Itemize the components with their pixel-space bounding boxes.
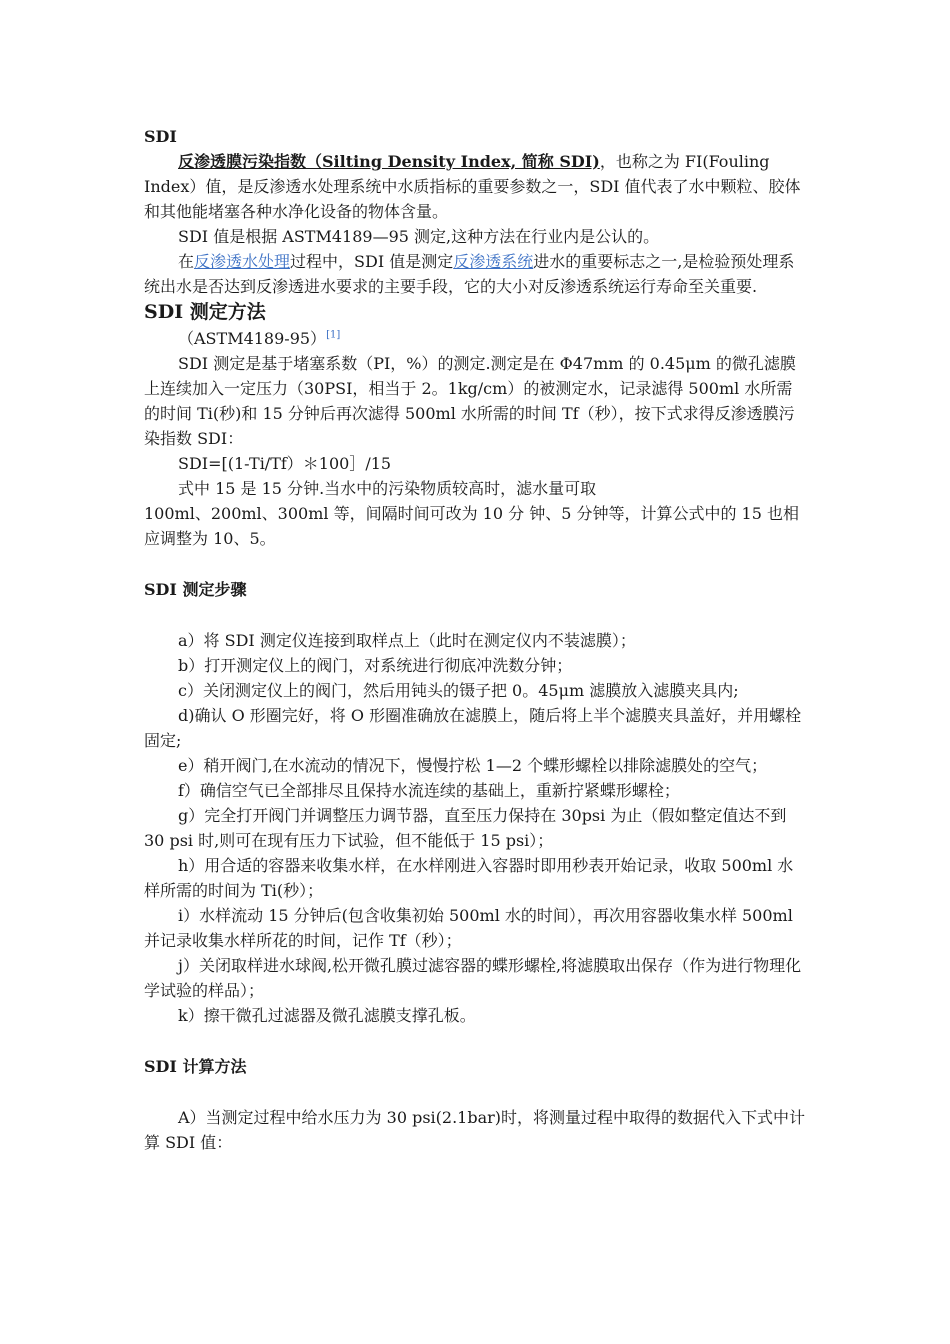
sdi-formula: SDI=[(1-Ti/Tf）＊100］/15 [178,454,392,473]
formula-note-1: 式中 15 是 15 分钟.当水中的污染物质较高时，滤水量可取 [178,479,597,498]
spacer [144,551,806,577]
calc-heading: SDI 计算方法 [144,1057,247,1076]
steps-heading: SDI 测定步骤 [144,580,247,599]
step-item: d)确认 O 形圈完好，将 O 形圈准确放在滤膜上，随后将上半个滤膜夹具盖好，并用螺栓固定; [144,706,802,750]
steps-list [144,628,806,1028]
method-reference [144,326,806,351]
spacer [144,1028,806,1054]
text-span: 进水的重要标志之一,是检验预处理系统出水是否达到反渗透进水要求的主要手段，它的大小对反渗透系统运行寿命至关重要. [144,252,795,296]
step-item: b）打开测定仪上的阀门，对系统进行彻底冲洗数分钟； [178,656,573,675]
citation-link[interactable]: [1] [326,329,341,341]
defined-term: 反渗透膜污染指数（Silting Density Index, 简称 SDI) [178,152,600,171]
intro-text: ，也称之为 FI(Fouling Index）值，是反渗透水处理系统中水质指标的重要参数之一，SDI 值代表了水中颗粒、胶体和其他能堵塞各种水净化设备的物体含量。 [144,152,801,221]
step-item: c）关闭测定仪上的阀门，然后用钝头的镊子把 0。45μm 滤膜放入滤膜夹具内; [178,681,739,700]
formula-note-2: 100ml、200ml、300ml 等，间隔时间可改为 10 分 钟、5 分钟等，计算公式中的 15 也相应调整为 10、5。 [144,504,799,548]
calc-paragraph: A）当测定过程中给水压力为 30 psi(2.1bar)时，将测量过程中取得的数据代入下式中计算 SDI 值： [144,1108,806,1152]
link-ro-water-treatment[interactable]: 反渗透水处理 [194,252,291,271]
text-span: 在 [178,252,195,271]
reference-text: （ASTM4189-95） [178,329,327,348]
method-heading: SDI 测定方法 [144,301,266,323]
step-item: g）完全打开阀门并调整压力调节器，直至压力保持在 30psi 为止（假如整定值达不到 30 psi 时,则可在现有压力下试验，但不能低于 15 psi）； [144,806,787,850]
spacer [144,1079,806,1105]
intro-paragraph [144,149,806,224]
step-item: j）关闭取样进水球阀,松开微孔膜过滤容器的蝶形螺栓,将滤膜取出保存（作为进行物理化学试验的样品）； [144,956,802,1000]
method-paragraph: SDI 测定是基于堵塞系数（PI，%）的测定.测定是在 Φ47mm 的 0.45μm 的微孔滤膜上连续加入一定压力（30PSI，相当于 2。1kg/cm）的被测定水，记录滤得 500ml 水所需的时间 Ti(秒)和 15 分钟后再次滤得 500ml 水所需的时间 Tf（秒），按下式求得反渗透膜污染指数 SDI： [144,354,796,448]
astm-paragraph: SDI 值是根据 ASTM4189—95 测定,这种方法在行业内是公认的。 [178,227,660,246]
step-item: f）确信空气已全部排尽且保持水流连续的基础上，重新拧紧蝶形螺栓； [178,781,680,800]
spacer [144,602,806,628]
text-span: 过程中，SDI 值是测定 [290,252,454,271]
section-heading-sdi: SDI [144,127,177,146]
ro-importance-paragraph [144,249,806,299]
step-item: i）水样流动 15 分钟后(包含收集初始 500ml 水的时间），再次用容器收集水样 500ml 并记录收集水样所花的时间，记作 Tf（秒）； [144,906,793,950]
link-ro-system[interactable]: 反渗透系统 [453,252,534,271]
step-item: k）擦干微孔过滤器及微孔滤膜支撑孔板。 [178,1006,476,1025]
document-page [144,124,806,1155]
step-item: e）稍开阀门,在水流动的情况下，慢慢拧松 1—2 个蝶形螺栓以排除滤膜处的空气； [178,756,768,775]
step-item: h）用合适的容器来收集水样，在水样刚进入容器时即用秒表开始记录，收取 500ml 水样所需的时间为 Ti(秒）； [144,856,794,900]
step-item: a）将 SDI 测定仪连接到取样点上（此时在测定仪内不装滤膜）； [178,631,636,650]
